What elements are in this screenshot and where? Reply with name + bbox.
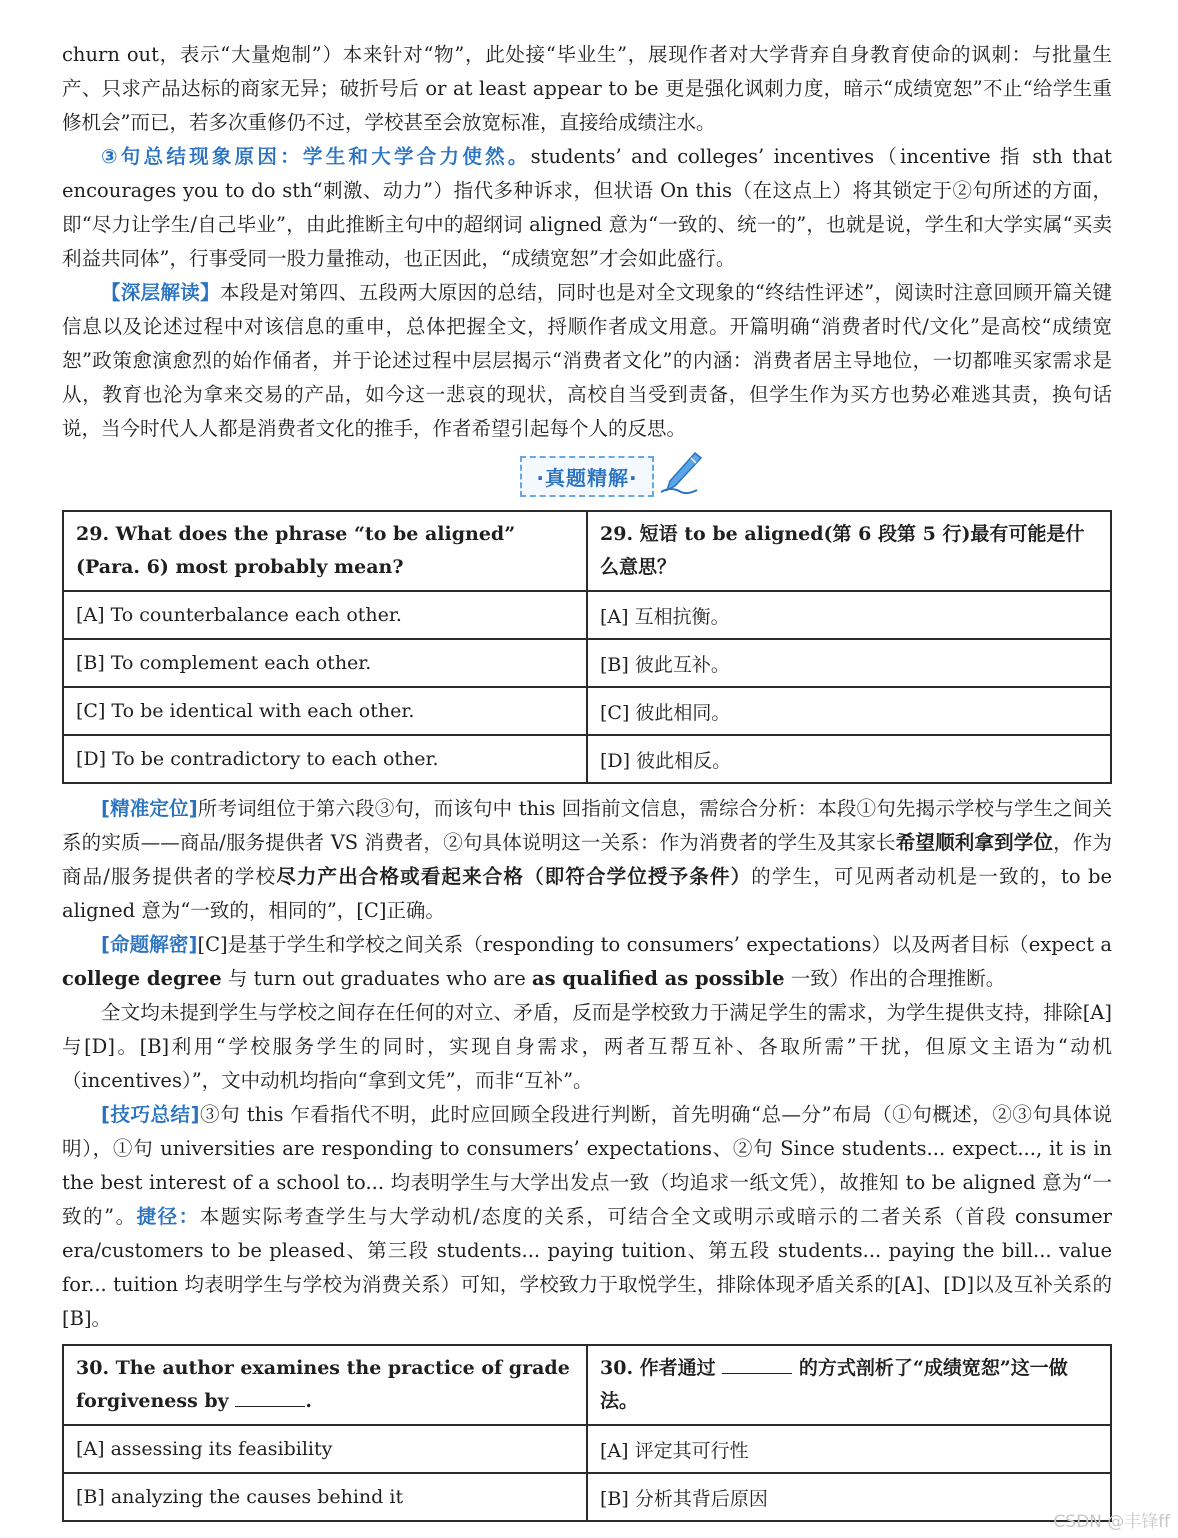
answer-blank bbox=[235, 1406, 305, 1407]
shortcut-label: 捷径： bbox=[136, 1205, 200, 1228]
option-c-en: [C] To be identical with each other. bbox=[63, 687, 587, 735]
table-row bbox=[63, 591, 1111, 639]
table-row bbox=[63, 511, 1111, 591]
watermark: CSDN @丰锋ff bbox=[1053, 1512, 1170, 1532]
technique-summary-heading: [技巧总结] bbox=[101, 1103, 200, 1126]
pen-icon bbox=[657, 450, 703, 496]
banner-label: ·真题精解· bbox=[520, 456, 653, 497]
question-29-zh: 29. 短语 to be aligned(第 6 段第 5 行)最有可能是什么意思？ bbox=[587, 511, 1111, 591]
question-decode-heading: [命题解密] bbox=[101, 933, 198, 956]
answer-blank bbox=[722, 1373, 792, 1374]
option-a-en: [A] assessing its feasibility bbox=[63, 1425, 587, 1473]
question-30-zh: 30. 作者通过 的方式剖析了“成绩宽恕”这一做法。 bbox=[587, 1345, 1111, 1425]
intro-paragraph-2: ③句总结现象原因：学生和大学合力使然。students’ and colleges’ incentives（incentive 指 sth that encourages you to do sth“刺激、动力”）指代多种诉求，但状语 On this（在这点上）将其锁定于②句所述的方面，即“尽力让学生/自己毕业”，由此推断主句中的超纲词 aligned 意为“一致的、统一的”，也就是说，学生和大学实属“买卖利益共同体”，行事受同一股力量推动，也正因此，“成绩宽恕”才会如此盛行。 bbox=[62, 145, 1112, 270]
analysis-paragraph-3: 全文均未提到学生与学校之间存在任何的对立、矛盾，反而是学校致力于满足学生的需求，为学生提供支持，排除[A]与[D]。[B]利用“学校服务学生的同时，实现自身需求，两者互帮互补、各取所需”干扰，但原文主语为“动机（incentives）”，文中动机均指向“拿到文凭”，而非“互补”。 bbox=[62, 1001, 1112, 1092]
analysis-paragraph-2: [命题解密][C]是基于学生和学校之间关系（responding to consumers’ expectations）以及两者目标（expect a college degree 与 turn out graduates who are as qualified as possible 一致）作出的合理推断。 bbox=[62, 933, 1113, 990]
option-b-en: [B] analyzing the causes behind it bbox=[63, 1473, 587, 1521]
section-banner bbox=[62, 456, 1112, 500]
option-a-en: [A] To counterbalance each other. bbox=[63, 591, 587, 639]
option-d-zh: [D] 彼此相反。 bbox=[587, 735, 1111, 783]
option-b-zh: [B] 彼此互补。 bbox=[587, 639, 1111, 687]
option-b-zh: [B] 分析其背后原因 bbox=[587, 1473, 1111, 1521]
option-a-zh: [A] 评定其可行性 bbox=[587, 1425, 1111, 1473]
option-a-zh: [A] 互相抗衡。 bbox=[587, 591, 1111, 639]
page-content bbox=[62, 38, 1112, 1522]
deep-reading-heading: 【深层解读】 bbox=[101, 281, 220, 304]
table-row bbox=[63, 735, 1111, 783]
intro-paragraph-3: 【深层解读】本段是对第四、五段两大原因的总结，同时也是对全文现象的“终结性评述”，阅读时注意回顾开篇关键信息以及论述过程中对该信息的重申，总体把握全文，捋顺作者成文用意。开篇明确“消费者时代/文化”是高校“成绩宽恕”政策愈演愈烈的始作俑者，并于论述过程中层层揭示“消费者文化”的内涵：消费者居主导地位，一切都唯买家需求是从，教育也沦为拿来交易的产品，如今这一悲哀的现状，高校自当受到责备，但学生作为买方也势必难逃其责，换句话说，当今时代人人都是消费者文化的推手，作者希望引起每个人的反思。 bbox=[62, 281, 1112, 440]
precise-location-heading: [精准定位] bbox=[101, 797, 198, 820]
question-30-en: 30. The author examines the practice of grade forgiveness by . bbox=[63, 1345, 587, 1425]
option-c-zh: [C] 彼此相同。 bbox=[587, 687, 1111, 735]
summary-heading: ③句总结现象原因：学生和大学合力使然。 bbox=[101, 145, 531, 168]
option-b-en: [B] To complement each other. bbox=[63, 639, 587, 687]
question-29-table bbox=[62, 510, 1112, 784]
table-row bbox=[63, 1425, 1111, 1473]
question-30-table bbox=[62, 1344, 1112, 1522]
intro-paragraph-1: churn out，表示“大量炮制”）本来针对“物”，此处接“毕业生”，展现作者对大学背弃自身教育使命的讽刺：与批量生产、只求产品达标的商家无异；破折号后 or at least appear to be 更是强化讽刺力度，暗示“成绩宽恕”不止“给学生重修机会”而已，若多次重修仍不过，学校甚至会放宽标准，直接给成绩注水。 bbox=[62, 43, 1112, 134]
analysis-paragraph-4: [技巧总结]③句 this 乍看指代不明，此时应回顾全段进行判断，首先明确“总—分”布局（①句概述，②③句具体说明），①句 universities are responding to consumers’ expectations、②句 Since students... expect..., it is in the best interest of a school to... 均表明学生与大学出发点一致（均追求一纸文凭），故推知 to be aligned 意为“一致的”。捷径：本题实际考查学生与大学动机/态度的关系，可结合全文或明示或暗示的二者关系（首段 consumer era/customers to be pleased、第三段 students... paying tuition、第五段 students... paying the bill... value for... tuition 均表明学生与学校为消费关系）可知，学校致力于取悦学生，排除体现矛盾关系的[A]、[D]以及互补关系的[B]。 bbox=[62, 1103, 1112, 1330]
table-row bbox=[63, 687, 1111, 735]
table-row bbox=[63, 1473, 1111, 1521]
table-row bbox=[63, 639, 1111, 687]
table-row bbox=[63, 1345, 1111, 1425]
option-d-en: [D] To be contradictory to each other. bbox=[63, 735, 587, 783]
question-29-en: 29. What does the phrase “to be aligned” (Para. 6) most probably mean? bbox=[63, 511, 587, 591]
analysis-paragraph-1: [精准定位]所考词组位于第六段③句，而该句中 this 回指前文信息，需综合分析：本段①句先揭示学校与学生之间关系的实质——商品/服务提供者 VS 消费者，②句具体说明这一关系：作为消费者的学生及其家长希望顺利拿到学位，作为商品/服务提供者的学校尽力产出合格或看起来合格（即符合学位授予条件）的学生，可见两者动机是一致的，to be aligned 意为“一致的，相同的”，[C]正确。 bbox=[62, 797, 1112, 922]
